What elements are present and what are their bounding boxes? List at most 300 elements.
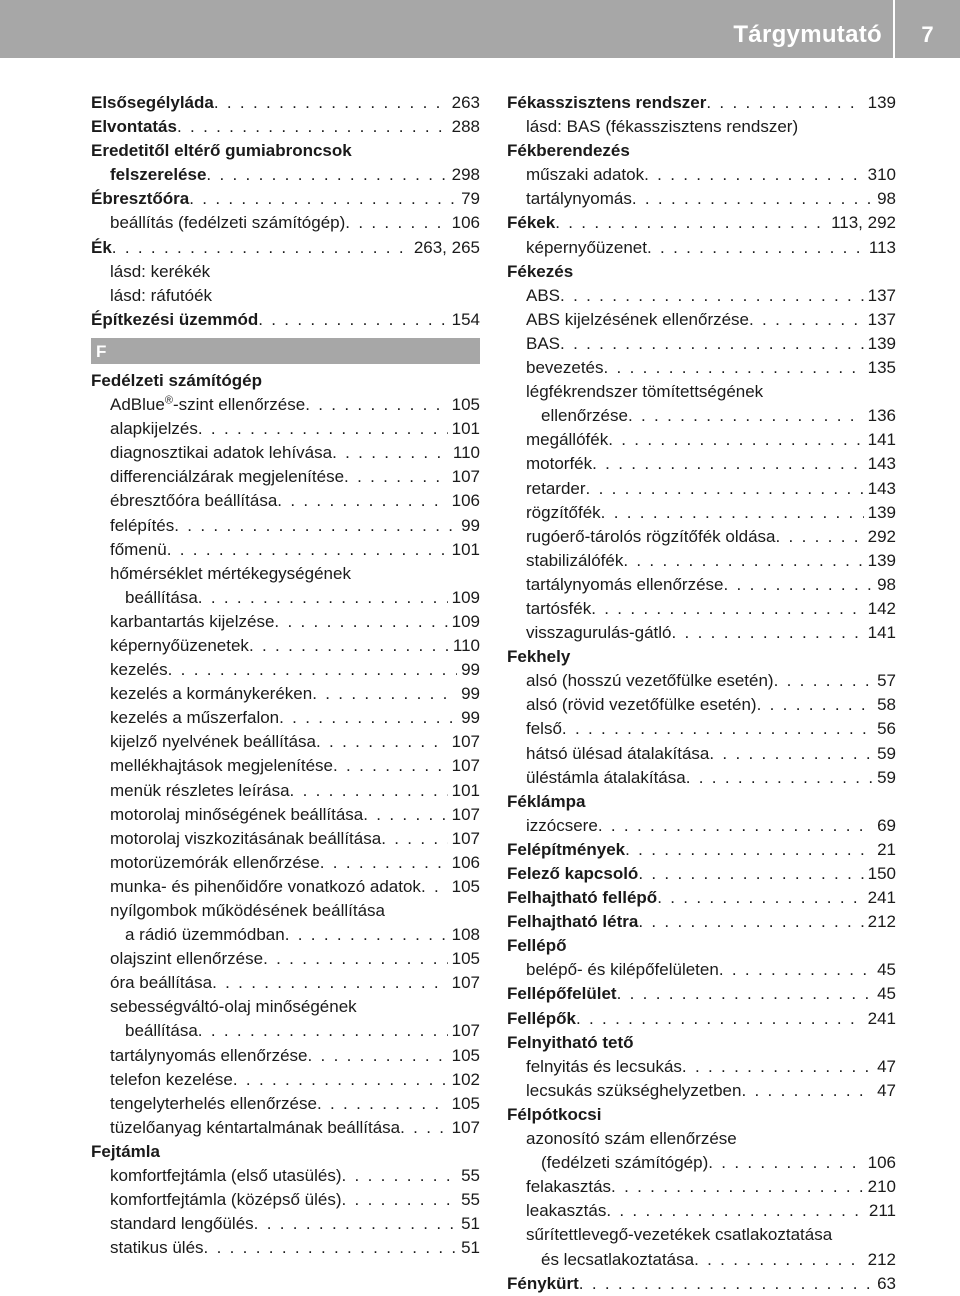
index-subentry [91,995,480,1019]
page-reference: 150 [867,864,896,883]
index-subentry [507,1151,896,1175]
index-entry [507,1031,896,1055]
dot-leader [576,1007,864,1031]
page-reference: 107 [451,804,480,824]
index-subentry [91,393,480,417]
page-reference: 45 [877,984,896,1004]
index-subentry [91,610,480,634]
entry-text: légfékrendszer tömítettségének [526,382,764,402]
dot-leader [206,163,447,187]
entry-text: Féklámpa [507,791,586,811]
dot-leader [644,163,864,187]
dot-leader [341,1164,457,1188]
entry-text: Fellépő [507,936,567,956]
index-subentry [91,1212,480,1236]
entry-text: kezelés a kormánykeréken [110,684,313,704]
entry-text: Felnyitható tető [507,1032,634,1052]
entry-text: ébresztőóra beállítása [110,491,278,511]
index-subentry [91,284,480,308]
index-entry [507,1272,896,1296]
page-reference: 69 [877,815,896,835]
index-subentry [507,284,896,308]
index-subentry [507,573,896,597]
entry-text: Elsősegélyláda [91,93,214,112]
dot-leader [709,742,873,766]
entry-text: alapkijelzés [110,419,198,439]
entry-text: (fedélzeti számítógép) [541,1153,709,1173]
page-reference: 57 [877,671,896,691]
entry-text: sűrítettlevegő-vezetékek csatlakoztatása [526,1225,833,1245]
index-subentry [91,827,480,851]
index-subentry [91,1019,480,1043]
index-column-right [507,91,896,1296]
entry-text: műszaki adatok [526,165,645,185]
index-entry [507,1103,896,1127]
dot-leader [320,851,448,875]
entry-text: Fekhely [507,647,571,667]
page-reference: 107 [451,828,480,848]
index-subentry [91,1044,480,1068]
dot-leader [214,91,448,115]
page-reference: 141 [867,430,896,450]
index-subentry [91,634,480,658]
entry-text: motorfék [526,454,593,474]
page-reference: 137 [867,309,896,329]
index-entry [507,790,896,814]
entry-text: beállítása [125,1021,198,1041]
page-reference: 56 [877,719,896,739]
index-subentry [91,1116,480,1140]
dot-leader [167,538,448,562]
entry-text: lásd: ráfutóék [110,285,213,305]
dot-leader [204,1236,458,1260]
dot-leader [686,766,873,790]
dot-leader [112,236,410,260]
page-reference: 107 [451,467,480,487]
entry-text: Építkezési üzemmód [91,309,259,329]
index-subentry [91,489,480,513]
entry-text: a rádió üzemmódban [125,925,285,945]
index-entry [91,1140,480,1164]
page-reference: 241 [867,888,896,908]
index-subentry [91,1092,480,1116]
page-reference: 298 [451,165,480,185]
entry-text: statikus ülés [110,1238,204,1258]
page-reference: 105 [451,395,480,415]
section-letter-bar: F [91,338,480,364]
dot-leader [277,489,447,513]
dot-leader [741,1079,873,1103]
index-entry [91,115,480,139]
entry-text: Felépítmények [507,839,626,859]
page-reference: 310 [867,165,896,185]
index-subentry [91,1068,480,1092]
index-subentry [507,428,896,452]
page-reference: 107 [451,732,480,752]
index-column-left [91,91,480,1260]
page-reference: 212 [867,912,896,932]
page-reference: 51 [461,1214,480,1234]
entry-text: rögzítőfék [526,502,601,522]
page-reference: 101 [451,419,480,439]
index-subentry [507,1055,896,1079]
entry-text: Felező kapcsoló [507,864,639,883]
page-reference: 143 [867,454,896,474]
page-reference: 105 [451,949,480,969]
page-reference: 109 [451,611,480,631]
entry-text: komfortfejtámla (első utasülés) [110,1166,342,1186]
dot-leader [638,862,863,886]
entry-text: alsó (rövid vezetőfülke esetén) [526,695,757,715]
index-subentry [507,356,896,380]
entry-text: ellenőrzése [541,406,628,426]
page-reference: 102 [451,1069,480,1089]
entry-text: Felhajtható létra [507,912,639,932]
entry-text: diagnosztikai adatok lehívása [110,443,333,463]
page-reference: 98 [877,574,896,594]
dot-leader [672,621,864,645]
index-subentry [507,742,896,766]
index-subentry [91,947,480,971]
page-reference: 107 [451,1021,480,1041]
page-reference: 113, 292 [831,213,896,233]
index-subentry [91,971,480,995]
page-reference: 58 [877,695,896,715]
dot-leader [333,754,448,778]
dot-leader [638,910,863,934]
entry-text: kezelés a műszerfalon [110,708,280,728]
index-entry [507,910,896,934]
entry-text: beállítás (fedélzeti számítógép) [110,213,346,233]
entry-text: felépítés [110,515,175,535]
dot-leader [608,428,863,452]
index-subentry [91,706,480,730]
page-reference: 136 [867,406,896,426]
entry-text: Fedélzeti számítógép [91,370,262,390]
dot-leader [562,717,873,741]
entry-text: azonosító szám ellenőrzése [526,1129,737,1149]
page-reference: 135 [867,358,896,378]
dot-leader [307,1044,447,1068]
dot-leader [290,779,448,803]
entry-text: sebességváltó-olaj minőségének [110,997,357,1017]
index-entry [91,369,480,393]
index-subentry [91,1164,480,1188]
entry-text: kezelés [110,660,168,680]
entry-text: motorolaj minőségének beállítása [110,804,364,824]
index-subentry [91,211,480,235]
dot-leader [682,1055,873,1079]
index-subentry [91,875,480,899]
page-reference: 55 [461,1190,480,1210]
entry-text: menük részletes leírása [110,780,290,800]
index-subentry [91,1188,480,1212]
entry-text: felszerelése [110,165,207,185]
index-subentry [507,766,896,790]
entry-text: retarder [526,478,586,498]
entry-text: bevezetés [526,358,604,378]
dot-leader [344,465,448,489]
index-subentry [507,814,896,838]
index-subentry [91,163,480,187]
index-subentry [507,501,896,525]
dot-leader [263,947,448,971]
entry-text: tengelyterhelés ellenőrzése [110,1093,317,1113]
entry-text: főmenü [110,539,167,559]
entry-text: tartálynyomás ellenőrzése [110,1045,308,1065]
dot-leader [189,187,457,211]
page-reference: 143 [867,478,896,498]
dot-leader [400,1116,447,1140]
page-reference: 241 [867,1008,896,1028]
dot-leader [177,115,448,139]
dot-leader [592,452,863,476]
entry-text: megállófék [526,430,609,450]
page-title: Tárgymutató [733,21,882,48]
dot-leader [168,658,457,682]
dot-leader [317,1092,448,1116]
dot-leader [345,211,447,235]
dot-leader [233,1068,448,1092]
dot-leader [694,1248,864,1272]
entry-text: motorolaj viszkozitásának beállítása [110,828,382,848]
entry-text: Felhajtható fellépő [507,888,658,908]
entry-text: Elvontatás [91,117,177,137]
entry-text: lásd: kerékék [110,261,211,281]
page-reference: 139 [867,333,896,353]
entry-text: leakasztás [526,1201,607,1221]
entry-text: kijelző nyelvének beállítása [110,732,317,752]
dot-leader [719,958,873,982]
page-reference: 107 [451,973,480,993]
entry-text: komfortfejtámla (középső ülés) [110,1190,342,1210]
index-subentry [91,779,480,803]
page-reference: 105 [451,876,480,896]
index-entry [507,211,896,235]
entry-text: Fellépők [507,1008,576,1028]
index-entry [91,139,480,163]
entry-text: olajszint ellenőrzése [110,949,264,969]
entry-text: Eredetitől eltérő gumiabroncsok [91,141,352,161]
dot-leader [363,803,447,827]
entry-text: telefon kezelése [110,1069,233,1089]
entry-text: Fejtámla [91,1141,160,1161]
page-reference: 51 [461,1238,480,1258]
entry-text: és lecsatlakoztatása [541,1249,695,1269]
dot-leader [749,308,864,332]
index-entry [507,260,896,284]
index-subentry [91,851,480,875]
entry-text: izzócsere [526,815,598,835]
page-header [0,0,960,58]
entry-text: rugóerő-tárolós rögzítőfék oldása [526,526,776,546]
index-entry [91,91,480,115]
dot-leader [591,597,863,621]
index-entry [507,886,896,910]
page-reference: 63 [877,1273,896,1293]
dot-leader [623,549,863,573]
page-reference: 47 [877,1056,896,1076]
index-subentry [507,115,896,139]
entry-text: belépő- és kilépőfelületen [526,960,719,980]
page-reference: 154 [451,309,480,329]
index-subentry [91,417,480,441]
registered-mark: ® [164,394,173,407]
entry-text: üléstámla átalakítása [526,767,686,787]
index-subentry [507,693,896,717]
entry-text: motorüzemórák ellenőrzése [110,852,320,872]
index-subentry [507,717,896,741]
entry-text: Fékezés [507,261,574,281]
index-subentry [507,958,896,982]
page-reference: 110 [452,443,480,463]
page-reference: 21 [877,839,896,859]
entry-text: felnyitás és lecsukás [526,1056,682,1076]
page-reference: 107 [451,1117,480,1137]
dot-leader [254,1212,457,1236]
dot-leader [198,417,448,441]
index-entry [507,982,896,1006]
dot-leader [611,1175,864,1199]
entry-text: alsó (hosszú vezetőfülke esetén) [526,671,774,691]
index-subentry [91,754,480,778]
page-reference: 292 [867,526,896,546]
index-subentry [507,1127,896,1151]
dot-leader [604,356,864,380]
entry-text: képernyőüzenet [526,237,647,257]
entry-text: tüzelőanyag kéntartalmának beállítása [110,1117,401,1137]
index-subentry [91,586,480,610]
dot-leader [285,923,448,947]
index-subentry [91,465,480,489]
page-reference: 98 [877,189,896,209]
dot-leader [625,838,873,862]
entry-text: standard lengőülés [110,1214,254,1234]
dot-leader [198,586,448,610]
index-subentry [91,514,480,538]
index-subentry [91,441,480,465]
entry-text: ABS [526,285,561,305]
dot-leader [601,501,864,525]
index-entry [507,1007,896,1031]
entry-text: felakasztás [526,1177,612,1197]
index-subentry [507,1079,896,1103]
entry-text: Fellépőfelület [507,984,617,1004]
index-subentry [91,923,480,947]
page-reference: 45 [877,960,896,980]
dot-leader [279,706,457,730]
index-entry [507,862,896,886]
dot-leader [212,971,448,995]
index-subentry [91,562,480,586]
index-entry [507,934,896,958]
page-reference: 288 [451,117,480,137]
dot-leader [647,236,865,260]
page-reference: 139 [867,93,896,112]
index-entry [507,838,896,862]
entry-text: Fékasszisztens rendszer [507,93,707,112]
index-subentry [507,621,896,645]
dot-leader [774,669,873,693]
page-reference: 210 [867,1177,896,1197]
index-subentry [507,187,896,211]
entry-text: beállítása [125,587,198,607]
page-reference: 113 [868,237,896,257]
entry-text: tartálynyomás [526,189,632,209]
page-reference: 142 [867,598,896,618]
entry-text: stabilizálófék [526,550,624,570]
dot-leader [775,525,863,549]
dot-leader [628,404,864,428]
dot-leader [555,211,827,235]
page-reference: 59 [877,767,896,787]
page-reference: 55 [461,1166,480,1186]
index-subentry [507,525,896,549]
page-reference: 106 [451,491,480,511]
dot-leader [316,730,448,754]
entry-text: Fékberendezés [507,141,630,161]
index-subentry [507,380,896,404]
entry-text: visszagurulás-gátló [526,623,672,643]
index-entry [507,139,896,163]
index-entry [91,187,480,211]
index-subentry [507,1223,896,1247]
index-subentry [91,538,480,562]
index-subentry [91,682,480,706]
index-subentry [91,1236,480,1260]
dot-leader [723,573,873,597]
page-reference: 263 [451,93,480,112]
page-reference: 99 [461,660,480,680]
entry-text: felső [526,719,562,739]
page-reference: 101 [451,539,480,559]
entry-text-part: AdBlue [110,395,165,415]
page-reference: 106 [451,852,480,872]
index-entry [507,91,896,115]
dot-leader [421,875,448,899]
dot-leader [617,982,874,1006]
index-entry [91,308,480,332]
page-reference: 139 [867,550,896,570]
entry-text: Fénykürt [507,1273,579,1293]
index-subentry [507,308,896,332]
page-reference: 107 [451,756,480,776]
index-subentry [507,1199,896,1223]
index-entry [91,236,480,260]
dot-leader [341,1188,457,1212]
page-reference: 59 [877,743,896,763]
entry-text: tartálynyomás ellenőrzése [526,574,724,594]
entry-text: hátsó ülésad átalakítása [526,743,710,763]
page-reference: 79 [461,189,480,209]
page-reference: 137 [867,285,896,305]
dot-leader [305,393,447,417]
page-reference: 212 [867,1249,896,1269]
entry-text: lásd: BAS (fékasszisztens rendszer) [526,117,799,137]
entry-text: képernyőüzenetek [110,635,249,655]
dot-leader [708,1151,863,1175]
dot-leader [706,91,863,115]
index-subentry [507,669,896,693]
dot-leader [332,441,449,465]
entry-text: ABS kijelzésének ellenőrzése [526,309,750,329]
index-subentry [507,1248,896,1272]
entry-text-part: -szint ellenőrzése [172,395,306,415]
page-reference: 101 [451,780,480,800]
dot-leader [606,1199,865,1223]
page-reference: 263, 265 [413,237,480,257]
index-subentry [507,332,896,356]
